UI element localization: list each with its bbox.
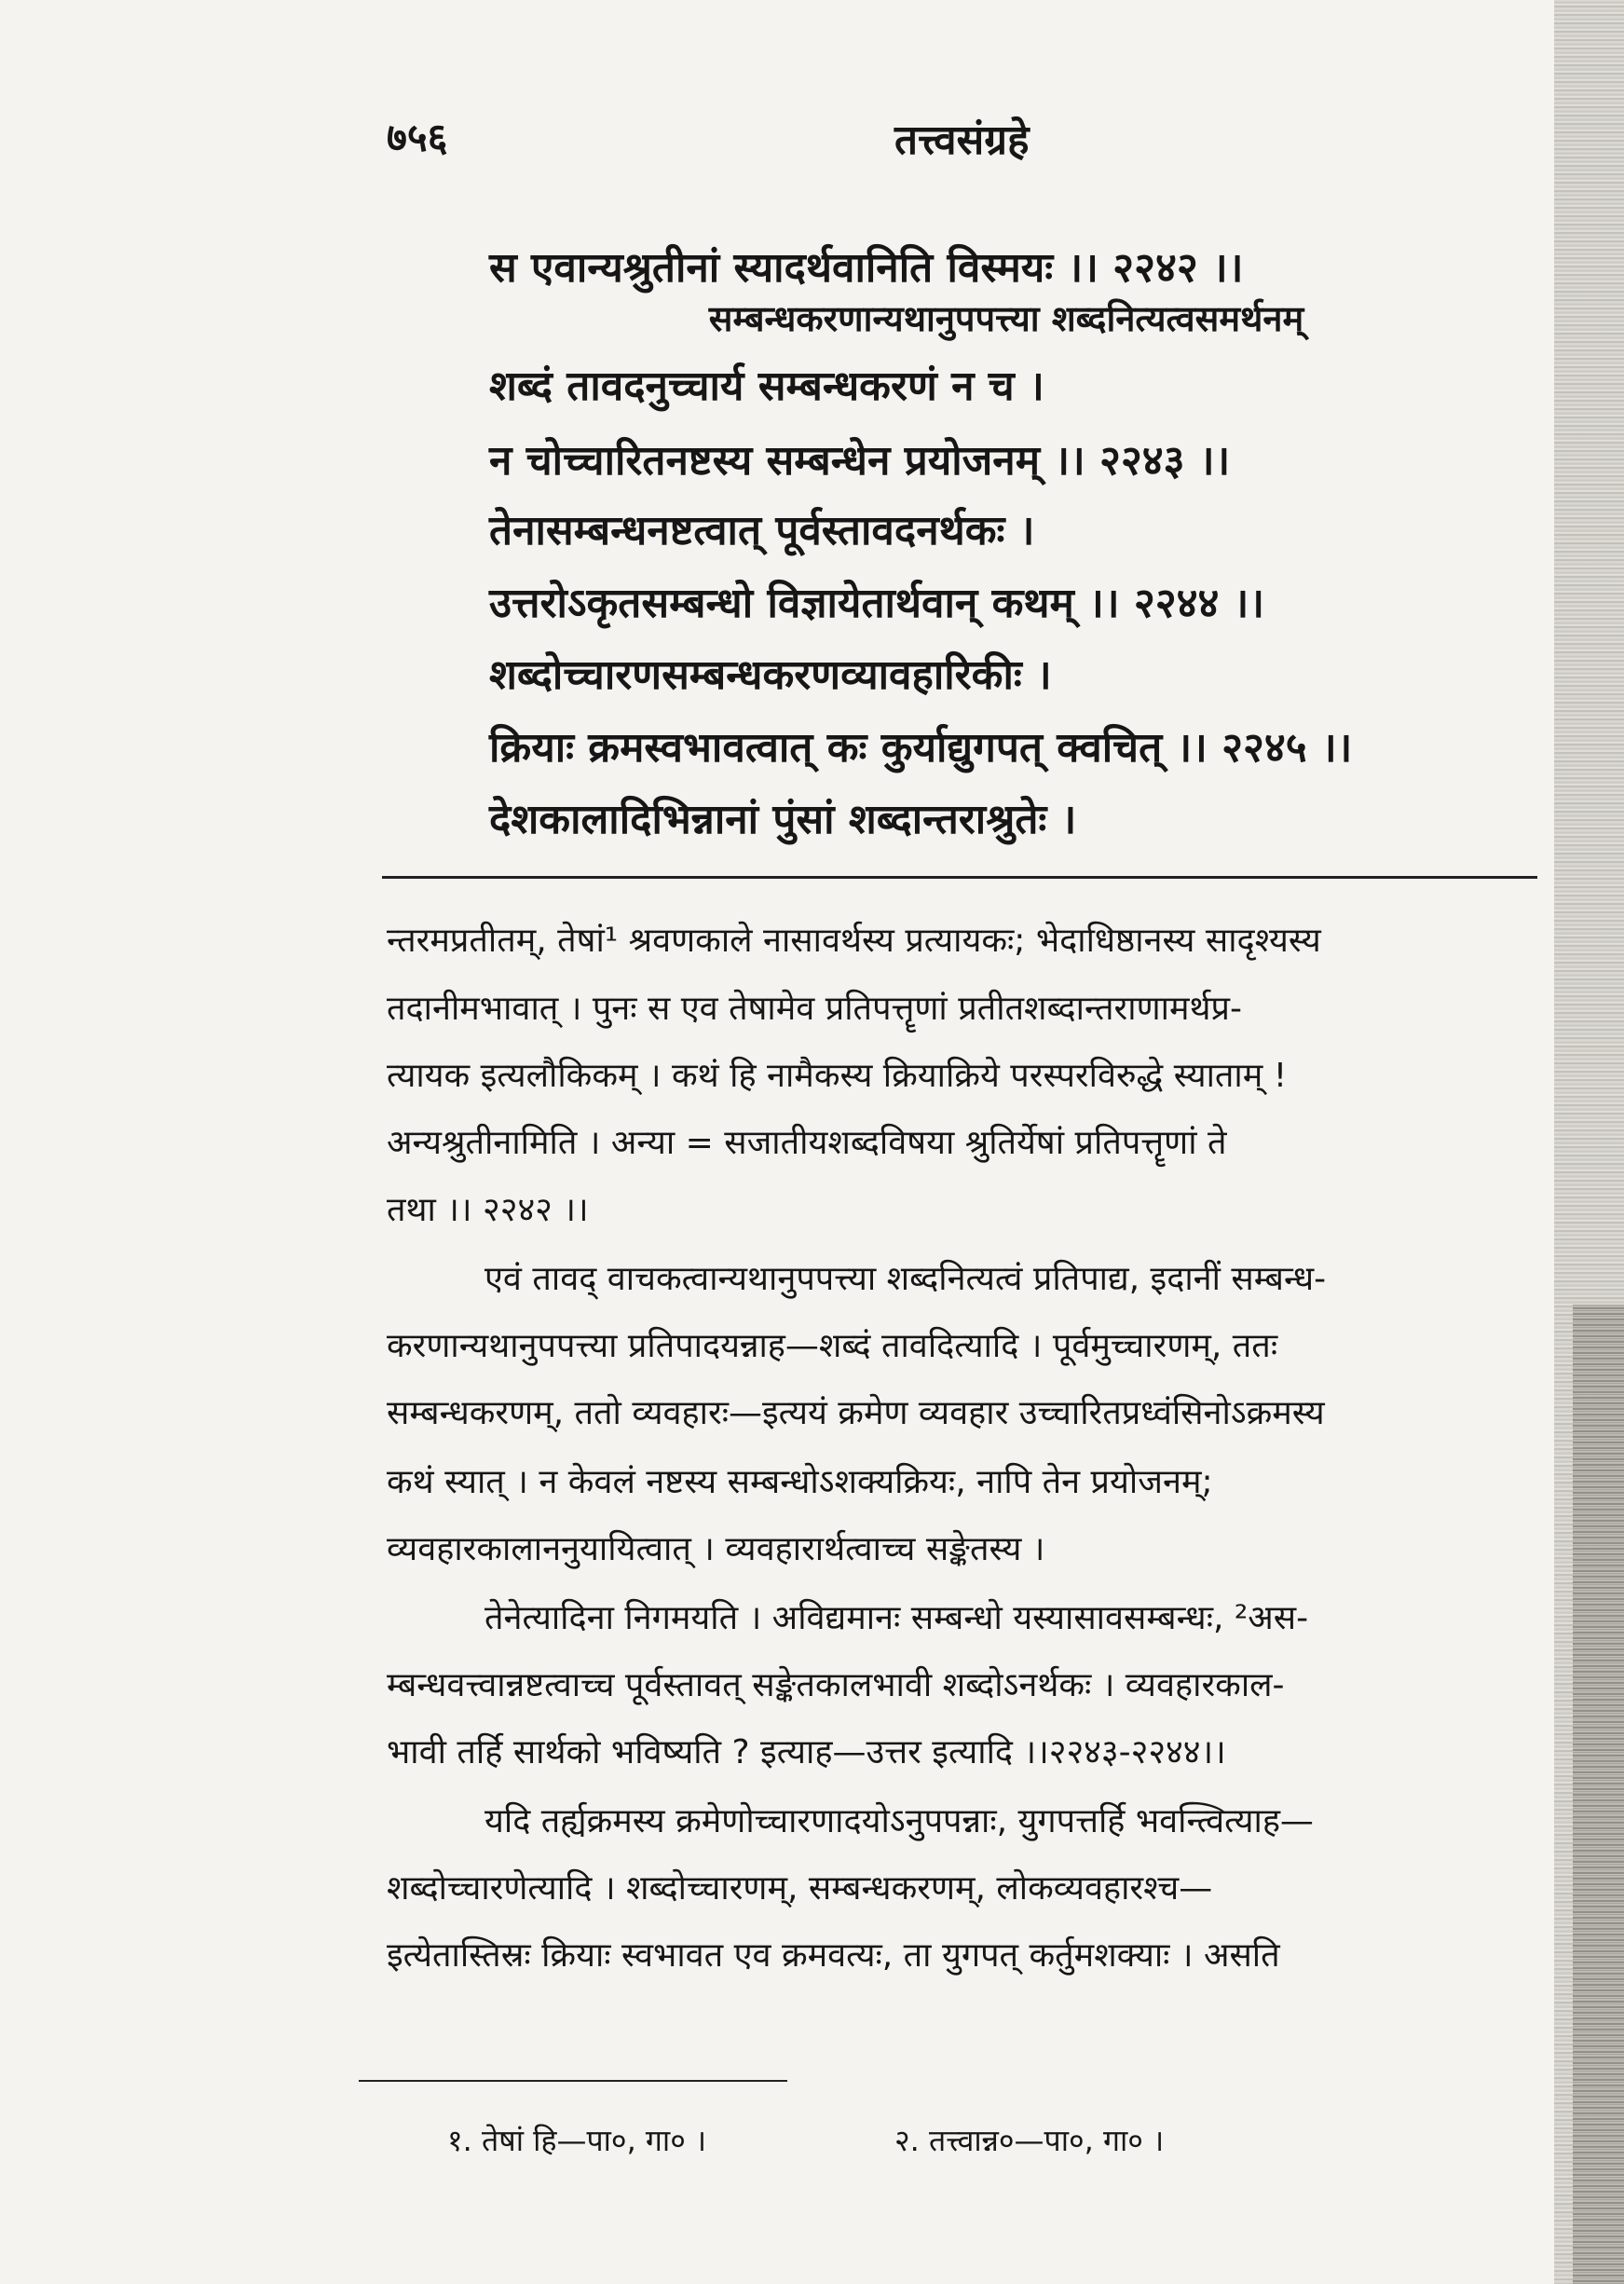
commentary-line: न्तरमप्रतीतम्, तेषां¹ श्रवणकाले नासावर्थस्य प्रत्यायकः; भेदाधिष्ठानस्य सादृश्यस्य	[387, 922, 1321, 960]
commentary-line: त्यायक इत्यलौकिकम् । कथं हि नामैकस्य क्रियाक्रिये परस्परविरुद्धे स्याताम् !	[387, 1057, 1288, 1095]
commentary-line: भावी तर्हि सार्थको भविष्यति ? इत्याह—उत्तर इत्यादि ।।२२४३-२२४४।।	[387, 1733, 1226, 1771]
commentary-line: एवं तावद् वाचकत्वान्यथानुपपत्त्या शब्दनित्यत्वं प्रतिपाद्य, इदानीं सम्बन्ध-	[484, 1260, 1327, 1298]
commentary-line: तथा ।। २२४२ ।।	[387, 1191, 589, 1229]
commentary-line: शब्दोच्चारणेत्यादि । शब्दोच्चारणम्, सम्बन्धकरणम्, लोकव्यवहारश्च—	[387, 1869, 1213, 1908]
verse-line: उत्तरोऽकृतसम्बन्धो विज्ञायेतार्थवान् कथम् ।। २२४४ ।।	[489, 580, 1265, 627]
commentary-line: तदानीमभावात् । पुनः स एव तेषामेव प्रतिपत्तॄणां प्रतीतशब्दान्तराणामर्थप्र-	[387, 990, 1242, 1028]
commentary-line: अन्यश्रुतीनामिति । अन्या = सजातीयशब्दविषया श्रुतिर्येषां प्रतिपत्तॄणां ते	[387, 1124, 1227, 1162]
footnote: २. तत्त्वान्न०—पा०, गा० ।	[894, 2123, 1165, 2158]
verse-line: स एवान्यश्रुतीनां स्यादर्थवानिति विस्मयः ।। २२४२ ।।	[489, 244, 1244, 292]
footnote: १. तेषां हि—पा०, गा० ।	[447, 2123, 707, 2158]
commentary-line: व्यवहारकालाननुयायित्वात् । व्यवहारार्थत्वाच्च सङ्केतस्य ।	[387, 1530, 1045, 1568]
verse-line: शब्दोच्चारणसम्बन्धकरणव्यावहारिकीः ।	[489, 651, 1052, 699]
scan-edge-dark	[1573, 1305, 1624, 2284]
commentary-line: करणान्यथानुपपत्त्या प्रतिपादयन्नाह—शब्दं तावदित्यादि । पूर्वमुच्चारणम्, ततः	[387, 1327, 1278, 1365]
commentary-line: कथं स्यात् । न केवलं नष्टस्य सम्बन्धोऽशक्यक्रियः, नापि तेन प्रयोजनम्;	[387, 1463, 1213, 1501]
page-number: ७५६	[387, 115, 448, 160]
commentary-line: यदि तर्ह्यक्रमस्य क्रमेणोच्चारणादयोऽनुपपन्नाः, युगपत्तर्हि भवन्त्वित्याह—	[484, 1802, 1314, 1840]
running-title: तत्त्वसंग्रहे	[894, 116, 1030, 164]
verse-line: क्रियाः क्रमस्वभावत्वात् कः कुर्याद्युगपत् क्वचित् ।। २२४५ ।।	[489, 724, 1353, 772]
commentary-line: इत्येतास्तिस्रः क्रियाः स्वभावत एव क्रमवत्यः, ता युगपत् कर्तुमशक्याः । असति	[387, 1936, 1280, 1975]
footnote-divider	[359, 2080, 787, 2082]
verse-line: शब्दं तावदनुच्चार्य सम्बन्धकरणं न च ।	[489, 362, 1044, 410]
commentary-line: तेनेत्यादिना निगमयति । अविद्यमानः सम्बन्धो यस्यासावसम्बन्धः, ²अस-	[484, 1599, 1309, 1637]
verse-line: तेनासम्बन्धनष्टत्वात् पूर्वस्तावदनर्थकः ।	[489, 507, 1035, 554]
verse-line: न चोच्चारितनष्टस्य सम्बन्धेन प्रयोजनम् ।। २२४३ ।।	[489, 437, 1231, 485]
section-divider	[382, 876, 1537, 879]
commentary-line: सम्बन्धकरणम्, ततो व्यवहारः—इत्ययं क्रमेण व्यवहार उच्चारितप्रध्वंसिनोऽक्रमस्य	[387, 1394, 1325, 1432]
verse-line: देशकालादिभिन्नानां पुंसां शब्दान्तराश्रुतेः ।	[489, 796, 1077, 843]
section-heading: सम्बन्धकरणान्यथानुपपत्त्या शब्दनित्यत्वसमर्थनम्	[708, 298, 1304, 339]
commentary-line: म्बन्धवत्त्वान्नष्टत्वाच्च पूर्वस्तावत् सङ्केतकालभावी शब्दोऽनर्थकः । व्यवहारकाल-	[387, 1666, 1285, 1704]
